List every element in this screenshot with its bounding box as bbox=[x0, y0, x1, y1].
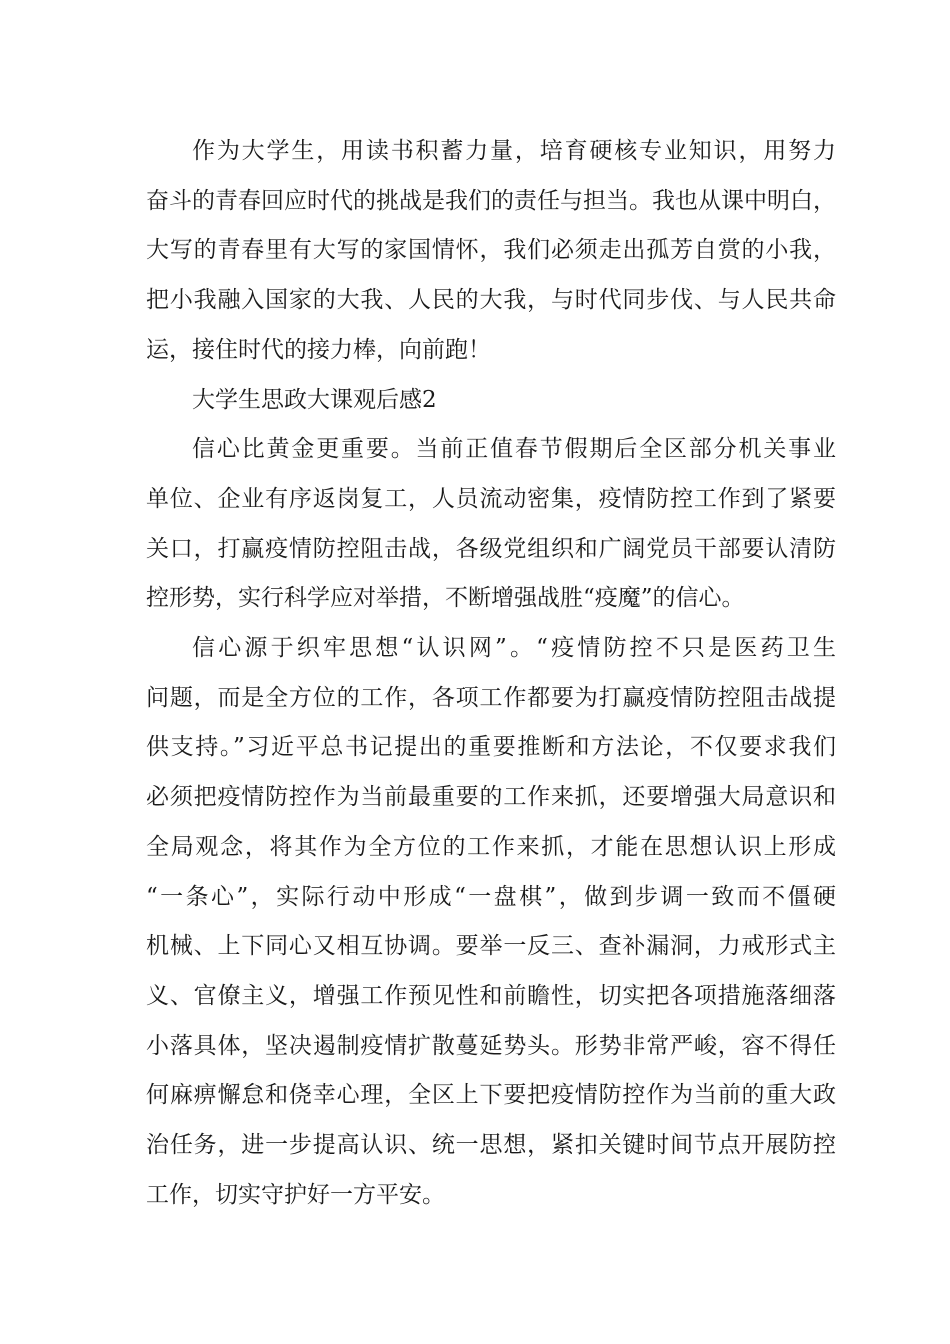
paragraph-3 bbox=[146, 624, 836, 1220]
paragraph-line: 运，接住时代的接力棒，向前跑！ bbox=[146, 336, 491, 363]
paragraph-line: 何麻痹懈怠和侥幸心理，全区上下要把疫情防控作为当前的重大政 bbox=[146, 1082, 836, 1109]
paragraph-line: 机械、上下同心又相互协调。要举一反三、查补漏洞，力戒形式主 bbox=[146, 933, 836, 960]
paragraph-line: 义、官僚主义，增强工作预见性和前瞻性，切实把各项措施落细落 bbox=[146, 982, 836, 1009]
paragraph-line: 把小我融入国家的大我、人民的大我，与时代同步伐、与人民共命 bbox=[146, 287, 836, 314]
paragraph-line: 信心比黄金更重要。当前正值春节假期后全区部分机关事业 bbox=[192, 436, 836, 463]
paragraph-line: “一条心”，实际行动中形成“一盘棋”，做到步调一致而不僵硬 bbox=[146, 883, 836, 910]
paragraph-line: 问题，而是全方位的工作，各项工作都要为打赢疫情防控阻击战提 bbox=[146, 684, 836, 711]
paragraph-line: 单位、企业有序返岗复工，人员流动密集，疫情防控工作到了紧要 bbox=[146, 485, 836, 512]
paragraph-line: 小落具体，坚决遏制疫情扩散蔓延势头。形势非常严峻，容不得任 bbox=[146, 1032, 836, 1059]
paragraph-line: 作为大学生，用读书积蓄力量，培育硬核专业知识，用努力 bbox=[192, 138, 836, 164]
paragraph-line: 信心源于织牢思想“认识网”。“疫情防控不只是医药卫生 bbox=[192, 635, 836, 662]
paragraph-line: 大写的青春里有大写的家国情怀，我们必须走出孤芳自赏的小我， bbox=[146, 237, 836, 264]
paragraph-2 bbox=[146, 425, 836, 624]
paragraph-line: 必须把疫情防控作为当前最重要的工作来抓，还要增强大局意识和 bbox=[146, 784, 836, 811]
paragraph-line: 供支持。”习近平总书记提出的重要推断和方法论，不仅要求我们 bbox=[146, 734, 836, 761]
paragraph-line: 控形势，实行科学应对举措，不断增强战胜“疫魔”的信心。 bbox=[146, 585, 745, 612]
paragraph-line: 关口，打赢疫情防控阻击战，各级党组织和广阔党员干部要认清防 bbox=[146, 535, 836, 562]
paragraph-line: 奋斗的青春回应时代的挑战是我们的责任与担当。我也从课中明白， bbox=[146, 187, 836, 214]
paragraph-1 bbox=[146, 127, 836, 376]
paragraph-line: 治任务，进一步提高认识、统一思想，紧扣关键时间节点开展防控 bbox=[146, 1132, 836, 1159]
paragraph-line: 工作，切实守护好一方平安。 bbox=[146, 1181, 445, 1208]
document-body bbox=[146, 127, 836, 1220]
paragraph-line: 全局观念，将其作为全方位的工作来抓，才能在思想认识上形成 bbox=[146, 833, 836, 860]
section-heading: 大学生思政大课观后感2 bbox=[192, 386, 437, 413]
